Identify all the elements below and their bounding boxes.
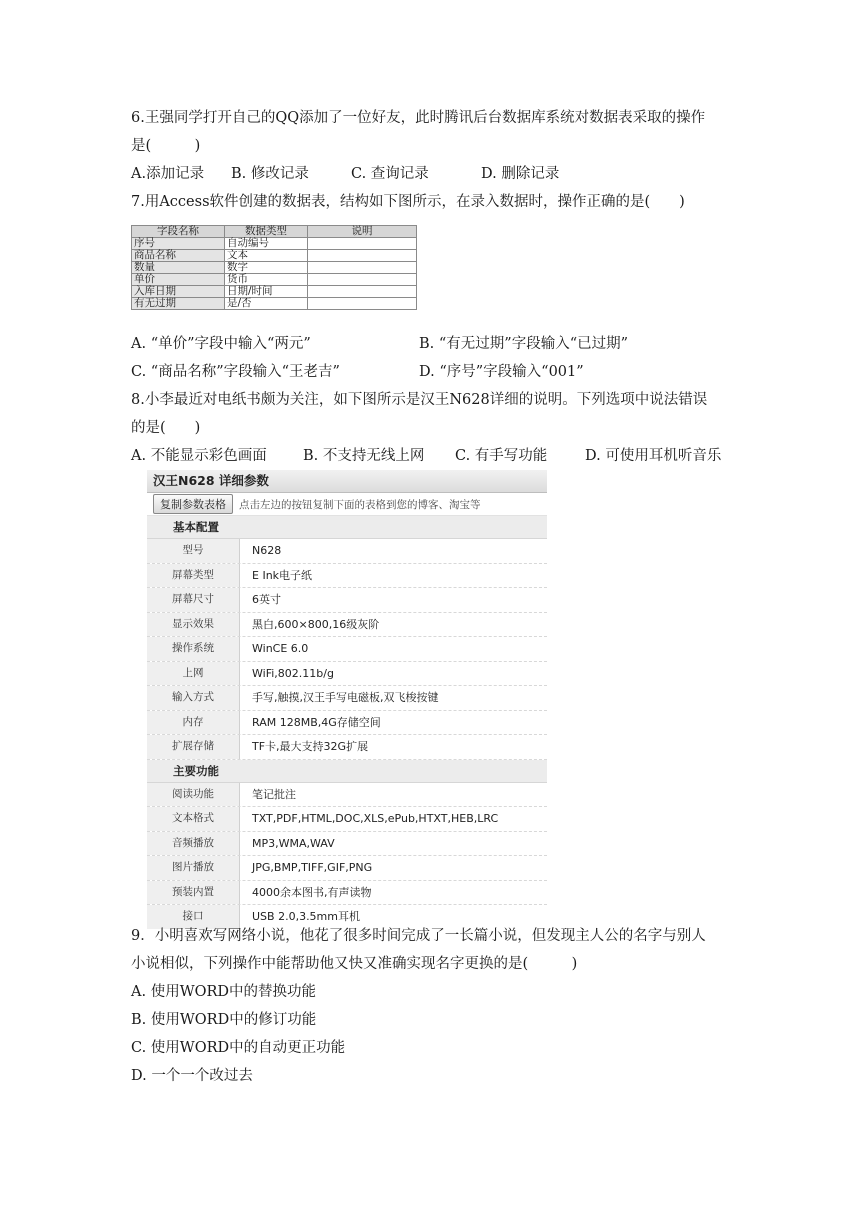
spec-value: RAM 128MB,4G存储空间: [239, 711, 547, 735]
spec-value: 4000余本图书,有声读物: [239, 881, 547, 905]
q6-stem-line1: 6.王强同学打开自己的QQ添加了一位好友，此时腾讯后台数据库系统对数据表采取的操作: [131, 110, 706, 126]
spec-key: 操作系统: [147, 637, 239, 661]
description-cell: [308, 298, 417, 310]
section-main-features: 主要功能: [147, 760, 547, 783]
description-cell: [308, 286, 417, 298]
spec-value: JPG,BMP,TIFF,GIF,PNG: [239, 856, 547, 880]
spec-value: WinCE 6.0: [239, 637, 547, 661]
spec-key: 屏幕尺寸: [147, 588, 239, 612]
spec-key: 内存: [147, 711, 239, 735]
spec-row: [147, 613, 547, 638]
spec-key: 预装内置: [147, 881, 239, 905]
spec-key: 型号: [147, 539, 239, 563]
spec-row: [147, 832, 547, 857]
spec-row: [147, 783, 547, 808]
q8-option-d: D. 可使用耳机听音乐: [585, 448, 722, 464]
q8-stem-line1: 8.小李最近对电纸书颇为关注，如下图所示是汉王N628详细的说明。下列选项中说法错误: [131, 392, 708, 408]
table-row: [132, 298, 417, 310]
table-row: [132, 286, 417, 298]
q8-option-c: C. 有手写功能: [455, 448, 548, 464]
spec-row: [147, 564, 547, 589]
spec-row: [147, 856, 547, 881]
spec-row: [147, 539, 547, 564]
data-type-cell: 数字: [225, 262, 308, 274]
spec-key: 阅读功能: [147, 783, 239, 807]
spec-value: TXT,PDF,HTML,DOC,XLS,ePub,HTXT,HEB,LRC: [239, 807, 547, 831]
spec-key: 扩展存储: [147, 735, 239, 759]
spec-key: 显示效果: [147, 613, 239, 637]
field-name-cell: 入库日期: [132, 286, 225, 298]
spec-value: 6英寸: [239, 588, 547, 612]
header-field-name: 字段名称: [132, 226, 225, 238]
spec-key: 音频播放: [147, 832, 239, 856]
field-name-cell: 序号: [132, 238, 225, 250]
spec-key: 上网: [147, 662, 239, 686]
data-type-cell: 货币: [225, 274, 308, 286]
q8-options: [131, 445, 721, 467]
q7-option-c: C. “商品名称”字段输入“王老吉”: [131, 364, 340, 380]
spec-title: 汉王N628 详细参数: [147, 470, 547, 493]
q6-options: [131, 163, 559, 185]
spec-row: [147, 662, 547, 687]
field-name-cell: 数量: [132, 262, 225, 274]
spec-row: [147, 735, 547, 760]
q9-stem-line2: 小说相似，下列操作中能帮助他又快又准确实现名字更换的是( ): [131, 956, 578, 972]
spec-value: USB 2.0,3.5mm耳机: [239, 905, 547, 929]
q6-option-c: C. 查询记录: [351, 166, 429, 182]
field-name-cell: 商品名称: [132, 250, 225, 262]
spec-row: [147, 686, 547, 711]
spec-value: 笔记批注: [239, 783, 547, 807]
q6-stem-line2: 是( ): [131, 138, 201, 154]
spec-value: E Ink电子纸: [239, 564, 547, 588]
q7-option-b: B. “有无过期”字段输入“已过期”: [419, 336, 629, 352]
data-type-cell: 是/否: [225, 298, 308, 310]
spec-key: 屏幕类型: [147, 564, 239, 588]
q7-options-ab: [131, 333, 628, 355]
header-description: 说明: [308, 226, 417, 238]
q9-option-b: B. 使用WORD中的修订功能: [131, 1012, 317, 1028]
field-name-cell: 单价: [132, 274, 225, 286]
field-name-cell: 有无过期: [132, 298, 225, 310]
table-row: [132, 238, 417, 250]
header-data-type: 数据类型: [225, 226, 308, 238]
table-row: [132, 262, 417, 274]
q9-option-d: D. 一个一个改过去: [131, 1068, 253, 1084]
q9-stem-line1: 9．小明喜欢写网络小说，他花了很多时间完成了一长篇小说，但发现主人公的名字与别人: [131, 928, 706, 944]
spec-key: 接口: [147, 905, 239, 929]
q8-option-a: A. 不能显示彩色画面: [131, 448, 267, 464]
spec-row: [147, 807, 547, 832]
access-field-table: [131, 225, 417, 310]
spec-value: 手写,触摸,汉王手写电磁板,双飞梭按键: [239, 686, 547, 710]
description-cell: [308, 250, 417, 262]
copy-table-button[interactable]: 复制参数表格: [153, 494, 233, 514]
data-type-cell: 自动编号: [225, 238, 308, 250]
q6-option-b: B. 修改记录: [231, 166, 309, 182]
q7-options-cd: [131, 361, 584, 383]
spec-row: [147, 881, 547, 906]
q6-option-a: A.添加记录: [131, 166, 205, 182]
spec-key: 图片播放: [147, 856, 239, 880]
spec-row: [147, 711, 547, 736]
spec-toolbar: [147, 493, 547, 516]
q8-option-b: B. 不支持无线上网: [303, 448, 425, 464]
spec-key: 输入方式: [147, 686, 239, 710]
q7-option-d: D. “序号”字段输入“001”: [419, 364, 584, 380]
spec-key: 文本格式: [147, 807, 239, 831]
data-type-cell: 日期/时间: [225, 286, 308, 298]
spec-value: MP3,WMA,WAV: [239, 832, 547, 856]
description-cell: [308, 274, 417, 286]
description-cell: [308, 238, 417, 250]
spec-row: [147, 588, 547, 613]
table-row: [132, 250, 417, 262]
access-table-header: [132, 226, 417, 238]
description-cell: [308, 262, 417, 274]
q7-stem: 7.用Access软件创建的数据表，结构如下图所示，在录入数据时，操作正确的是( ): [131, 194, 685, 210]
spec-value: TF卡,最大支持32G扩展: [239, 735, 547, 759]
q7-option-a: A. “单价”字段中输入“两元”: [131, 336, 311, 352]
section-basic-config: 基本配置: [147, 516, 547, 539]
spec-value: 黑白,600×800,16级灰阶: [239, 613, 547, 637]
spec-row: [147, 637, 547, 662]
spec-value: N628: [239, 539, 547, 563]
q6-option-d: D. 删除记录: [481, 166, 560, 182]
copy-hint-text: 点击左边的按钮复制下面的表格到您的博客、淘宝等: [239, 498, 481, 511]
q8-stem-line2: 的是( ): [131, 420, 201, 436]
q9-option-a: A. 使用WORD中的替换功能: [131, 984, 317, 1000]
data-type-cell: 文本: [225, 250, 308, 262]
hanvon-spec-panel: [147, 470, 547, 923]
q9-option-c: C. 使用WORD中的自动更正功能: [131, 1040, 346, 1056]
spec-value: WiFi,802.11b/g: [239, 662, 547, 686]
table-row: [132, 274, 417, 286]
